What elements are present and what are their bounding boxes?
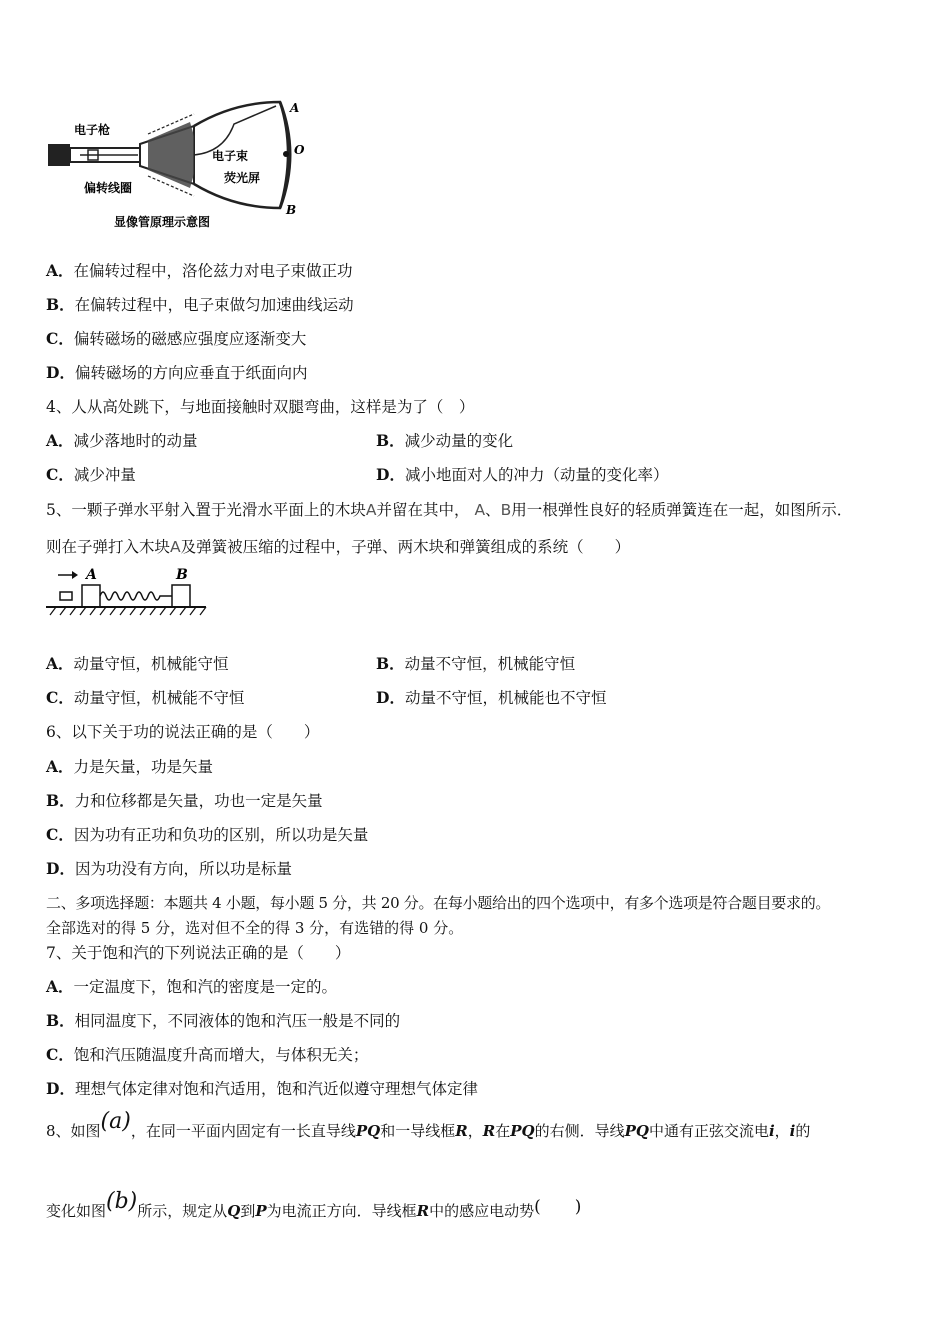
q3-option-c: C．偏转磁场的磁感应强度应逐渐变大 — [46, 329, 307, 348]
screen-label: 荧光屏 — [224, 171, 261, 185]
q5-options-row-1 — [46, 654, 906, 674]
q8-fig-b-ref: (b) — [106, 1189, 138, 1214]
q6-stem: 6、以下关于功的说法正确的是（ ） — [46, 723, 320, 741]
q4-options-row-2 — [46, 465, 906, 485]
point-o-label: O — [294, 143, 305, 157]
ground-hatch — [50, 607, 206, 615]
q4-option-c: C．减少冲量 — [46, 465, 136, 484]
q5-option-a: A．动量守恒，机械能守恒 — [46, 654, 229, 673]
q4-option-d: D．减小地面对人的冲力（动量的变化率） — [376, 465, 669, 484]
q3-option-d: D．偏转磁场的方向应垂直于纸面向内 — [46, 363, 308, 382]
bullet — [60, 592, 72, 600]
q6-option-c: C．因为功有正功和负功的区别，所以功是矢量 — [46, 825, 369, 844]
q5-stem-line-2: 则在子弹打入木块A及弹簧被压缩的过程中，子弹、两木块和弹簧组成的系统（ ） — [46, 538, 631, 556]
q3-option-b: B．在偏转过程中，电子束做匀加速曲线运动 — [46, 295, 354, 314]
block-b — [172, 585, 190, 607]
deflection-coil-shape — [148, 122, 194, 188]
crt-caption: 显像管原理示意图 — [114, 215, 211, 229]
q6-option-a: A．力是矢量，功是矢量 — [46, 757, 214, 776]
q5-option-b: B．动量不守恒，机械能守恒 — [376, 654, 576, 673]
gun-body — [48, 144, 70, 166]
point-a-label: A — [290, 101, 300, 115]
q7-option-c: C．饱和汽压随温度升高而增大，与体积无关； — [46, 1045, 369, 1064]
section-2-heading-line-2: 全部选对的得 5 分，选对但不全的得 3 分，有选错的得 0 分。 — [46, 919, 464, 937]
q8-stem-line-1: 8、如图(a)，在同一平面内固定有一长直导线PQ和一导线框R，R在PQ的右侧．导线PQ中通有正弦交流电i，i的 — [46, 1109, 811, 1140]
q6-option-b: B．力和位移都是矢量，功也一定是矢量 — [46, 791, 323, 810]
point-o-dot — [283, 151, 289, 157]
q5-option-d: D．动量不守恒，机械能也不守恒 — [376, 688, 607, 707]
fig-label-a: A — [86, 567, 97, 583]
q7-option-d: D．理想气体定律对饱和汽适用，饱和汽近似遵守理想气体定律 — [46, 1079, 478, 1098]
bullet-arrow-head — [72, 571, 78, 579]
spring-block-diagram — [44, 565, 209, 621]
section-2-heading-line-1: 二、多项选择题：本题共 4 小题，每小题 5 分，共 20 分。在每小题给出的四个选项中，有多个选项是符合题目要求的。 — [46, 894, 831, 912]
q4-options-row-1 — [46, 431, 906, 451]
gun-label: 电子枪 — [74, 123, 111, 137]
fig-label-b: B — [176, 567, 188, 583]
spring — [100, 592, 172, 600]
q4-stem: 4、人从高处跳下，与地面接触时双腿弯曲，这样是为了（ ） — [46, 398, 475, 416]
q4-option-a: A．减少落地时的动量 — [46, 431, 198, 450]
q7-stem: 7、关于饱和汽的下列说法正确的是（ ） — [46, 944, 351, 962]
q6-option-d: D．因为功没有方向，所以功是标量 — [46, 859, 292, 878]
crt-diagram — [44, 96, 314, 236]
q5-stem-line-1: 5、一颗子弹水平射入置于光滑水平面上的木块A并留在其中， A、B用一根弹性良好的轻质弹簧连在一起，如图所示． — [46, 501, 853, 519]
q7-option-a: A．一定温度下，饱和汽的密度是一定的。 — [46, 977, 338, 996]
q4-option-b: B．减少动量的变化 — [376, 431, 514, 450]
q7-option-b: B．相同温度下，不同液体的饱和汽压一般是不同的 — [46, 1011, 401, 1030]
block-a — [82, 585, 100, 607]
q8-stem-line-2: 变化如图(b)所示，规定从Q到P为电流正方向．导线框R中的感应电动势( ) — [46, 1189, 582, 1220]
beam-label: 电子束 — [212, 149, 249, 163]
electron-beam — [194, 106, 276, 155]
q8-fig-a-ref: (a) — [100, 1109, 131, 1134]
q5-option-c: C．动量守恒，机械能不守恒 — [46, 688, 245, 707]
q5-options-row-2 — [46, 688, 906, 708]
q3-option-a: A．在偏转过程中，洛伦兹力对电子束做正功 — [46, 261, 353, 280]
point-b-label: B — [286, 203, 297, 217]
coil-label: 偏转线圈 — [84, 181, 133, 195]
